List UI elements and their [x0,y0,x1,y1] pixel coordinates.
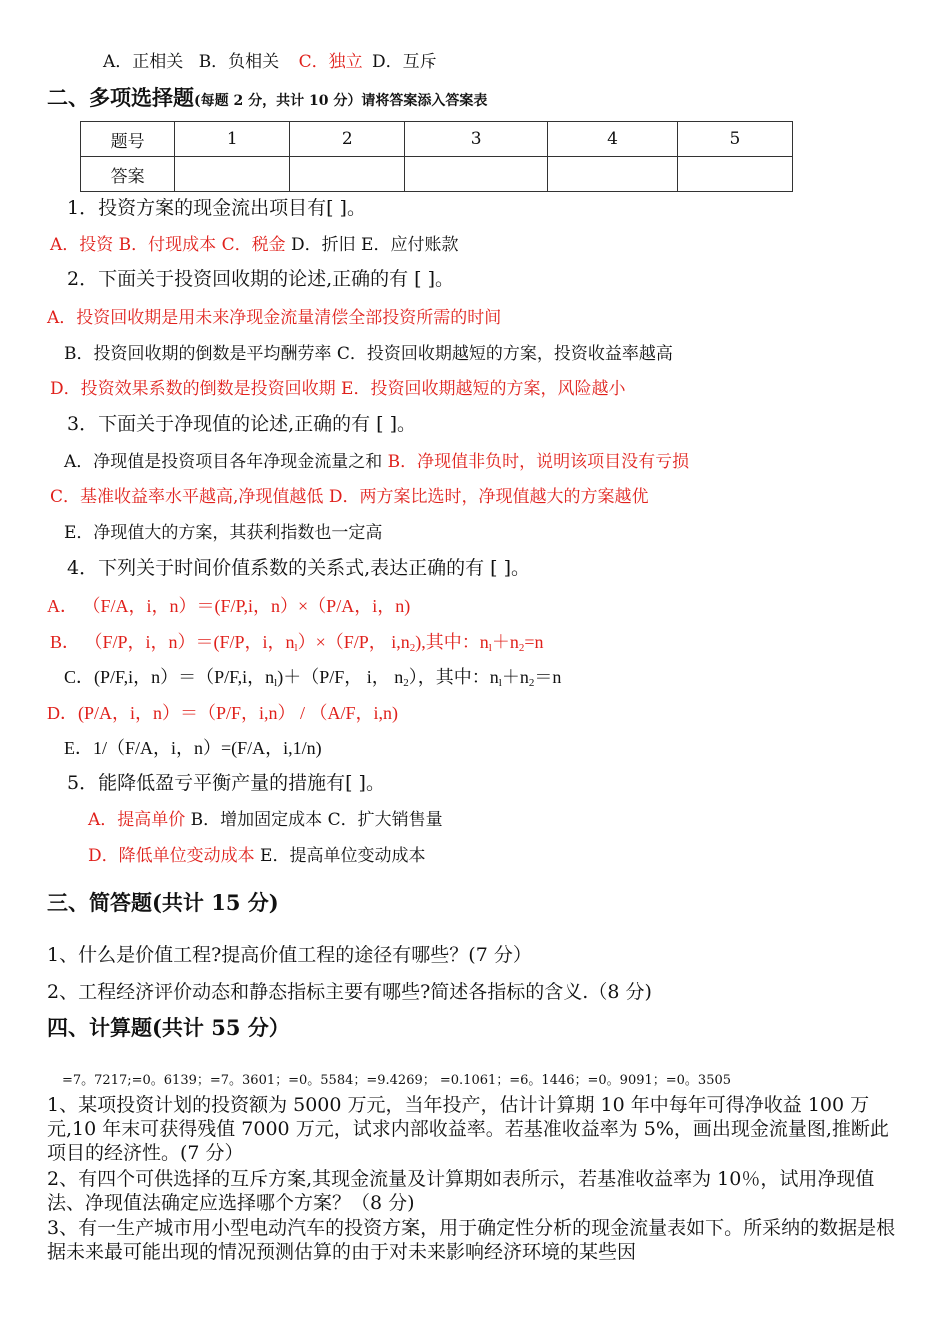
section3-q2: 2、工程经济评价动态和静态指标主要有哪些?简述各指标的含义.（8 分) [47,981,652,1003]
q4-b-part3: ),其中：n [415,632,489,652]
q5-option-a: A．提高单价 [88,810,186,830]
answer-cell-4[interactable] [548,157,678,192]
section3-heading: 三、简答题(共计 15 分) [47,890,279,915]
q4-b-sub2: 2 [409,642,416,654]
q4-b-sub4: 2 [518,642,525,654]
q4-c-sub1: l [274,677,278,689]
q4-c-sub4: 2 [528,677,535,689]
calc-problem-2: 2、有四个可供选择的互斥方案,其现金流量及计算期如表所示，若基准收益率为 10％，试用净现值法、净现值法确定应选择哪个方案？（8 分) [47,1168,875,1214]
q3-option-ab [64,451,689,473]
q5-options-abc [88,809,443,831]
section2-note: (每题 2 分，共计 10 分）请将答案添入答案表 [194,93,488,109]
q2-option-a: A．投资回收期是用未来净现金流量清偿全部投资所需的时间 [47,308,502,328]
calc-problem-1: 1、某项投资计划的投资额为 5000 万元，当年投产，估计计算期 10 年中每年可得净收益 100 万元,10 年末可获得残值 7000 万元，试求内部收益率。若基准收益率为 5%，画出现金流量图,推断此项目的经济性。(7 分） [47,1094,889,1164]
q4-b-part4: ＋n [491,632,519,652]
q4-b-sub3: l [488,642,492,654]
q-prev-options [103,51,437,73]
table-number-4: 4 [548,122,678,157]
q4-c-sub3: l [498,677,502,689]
q4-c-part4: ＋n [501,667,529,687]
answer-cell-3[interactable] [405,157,548,192]
q4-option-a: A． （F/A，i，n）＝(F/P,i，n）×（P/A，i，n) [47,596,411,616]
q4-option-e: E．1/（F/A，i，n）=(F/A，i,1/n) [64,738,322,758]
option-c-correct: C．独立 [298,52,363,72]
q4-b-part5: =n [524,632,544,652]
q1-correct-options: A．投资 B．付现成本 C．税金 [50,235,286,255]
table-label-number: 题号 [81,122,175,157]
table-number-1: 1 [175,122,290,157]
q4-stem: 4．下列关于时间价值系数的关系式,表达正确的有 [ ]。 [67,557,531,579]
section3-q1: 1、什么是价值工程?提高价值工程的途径有哪些？(7 分） [47,944,532,966]
q4-option-d: D．(P/A，i，n）＝（P/F，i,n） / （A/F，i,n) [47,703,399,723]
q2-option-de: D．投资效果系数的倒数是投资回收期 E．投资回收期越短的方案，风险越小 [50,379,626,399]
answer-cell-5[interactable] [677,157,792,192]
answer-table-answer-row [81,157,793,192]
q5-option-bc: B．增加固定成本 C．扩大销售量 [185,810,443,830]
table-label-answer: 答案 [81,157,175,192]
q3-option-a: A．净现值是投资项目各年净现金流量之和 [64,452,383,472]
option-b: B．负相关 [198,52,280,72]
q3-option-e: E．净现值大的方案，其获利指数也一定高 [64,523,383,543]
table-number-5: 5 [677,122,792,157]
q3-stem: 3．下面关于净现值的论述,正确的有 [ ]。 [67,413,417,435]
q4-option-b [50,631,544,659]
option-d: D．互斥 [372,52,437,72]
q4-option-c [64,666,561,694]
q4-c-part3: ），其中：n [408,667,499,687]
answer-cell-1[interactable] [175,157,290,192]
q1-options [50,234,458,256]
q1-other-options: D．折旧 E．应付账款 [285,235,459,255]
q5-options-de [88,845,425,867]
q4-c-part1: C．(P/F,i，n）＝（P/F,i，n [64,667,275,687]
q4-b-sub1: l [294,642,298,654]
factor-values: =7。7217;=0。6139；=7。3601；=0。5584；=9.4269； =0.1061；=6。1446；=0。9091；=0。3505 [62,1073,732,1088]
q5-stem: 5．能降低盈亏平衡产量的措施有[ ]。 [67,772,385,794]
option-a: A．正相关 [103,52,184,72]
q2-option-bc: B．投资回收期的倒数是平均酬劳率 C．投资回收期越短的方案，投资收益率越高 [64,344,673,364]
q1-stem: 1．投资方案的现金流出项目有[ ]。 [67,197,366,219]
q5-option-e: E．提高单位变动成本 [254,846,426,866]
section2-title: 二、多项选择题 [47,85,194,110]
answer-table-header-row [81,122,793,157]
table-number-3: 3 [405,122,548,157]
q3-option-b: B．净现值非负时，说明该项目没有亏损 [382,452,690,472]
q4-c-sub2: 2 [403,677,409,689]
table-number-2: 2 [290,122,405,157]
q5-option-d: D．降低单位变动成本 [88,846,255,866]
q4-b-part1: B． （F/P，i，n）＝(F/P，i，n [50,632,295,652]
q2-stem: 2．下面关于投资回收期的论述,正确的有 [ ]。 [67,268,455,290]
q4-c-part2: )＋（P/F， i， n [277,667,404,687]
section4-heading: 四、计算题(共计 55 分） [47,1015,290,1040]
answer-cell-2[interactable] [290,157,405,192]
q4-b-part2: ）×（F/P， i,n [297,632,410,652]
answer-table [80,121,793,192]
calc-problem-3: 3、有一生产城市用小型电动汽车的投资方案，用于确定性分析的现金流量表如下。所采纳的数据是根据未来最可能出现的情况预测估算的由于对未来影响经济环境的某些因 [47,1217,896,1263]
q4-c-part5: ＝n [534,667,562,687]
section2-heading [47,87,487,112]
q3-option-cd: C．基准收益率水平越高,净现值越低 D．两方案比选时，净现值越大的方案越优 [50,487,649,507]
